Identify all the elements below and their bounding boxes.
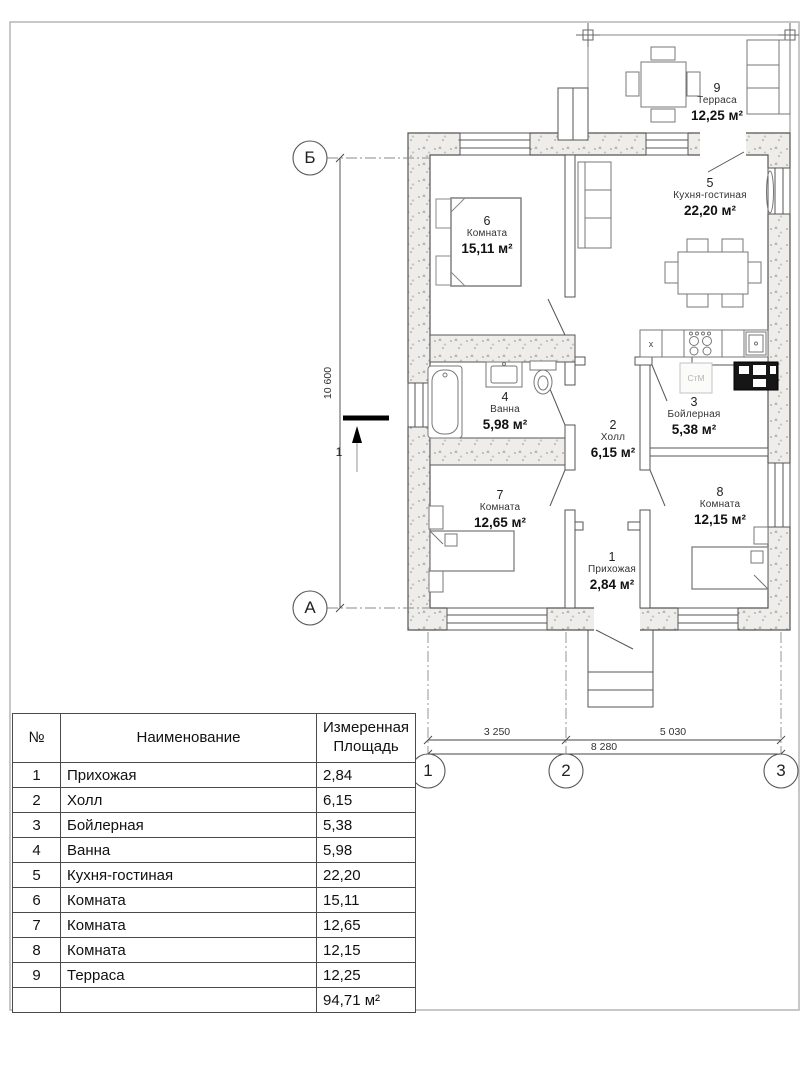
table-row: 5 Кухня-гостиная 22,20	[13, 863, 416, 888]
room-number: 1	[608, 550, 616, 564]
terrace-sofa	[747, 40, 790, 114]
axis-label-b: Б	[304, 148, 316, 167]
terrace-table-set	[626, 47, 700, 122]
washing-machine-label: СтМ	[687, 373, 705, 383]
window-room8-bottom	[678, 606, 738, 632]
axis-label-2: 2	[561, 761, 571, 780]
bath-sink	[486, 362, 522, 387]
room-area: 22,20 м²	[683, 202, 737, 218]
window-room8-right	[766, 463, 792, 527]
room-area: 12,25 м²	[690, 107, 744, 123]
room-name: Комната	[466, 228, 508, 240]
door-room8	[650, 470, 665, 506]
kitchen-sofa	[578, 162, 611, 248]
room-number: 7	[496, 488, 504, 502]
entrance-door-opening	[594, 606, 640, 632]
room-name: Комната	[699, 499, 741, 511]
room-area: 2,84 м²	[589, 576, 635, 592]
section-marker	[343, 418, 389, 472]
table-row: 3 Бойлерная 5,38	[13, 813, 416, 838]
window-room7-bottom	[447, 606, 547, 632]
boiler-unit	[734, 362, 778, 390]
bed-room8	[692, 527, 768, 589]
door-boiler	[652, 365, 667, 401]
room-area: 5,98 м²	[482, 416, 528, 432]
table-row: 4 Ванна 5,98	[13, 838, 416, 863]
section-marker-label: 1	[335, 445, 343, 459]
room-label-hallway	[588, 550, 636, 592]
chimney	[558, 88, 588, 140]
room-area: 6,15 м²	[590, 444, 636, 460]
room-label-kitchen-living	[673, 176, 747, 218]
room-name: Бойлерная	[667, 409, 721, 421]
sink-mark-label: x	[648, 339, 654, 349]
room-label-bath	[483, 390, 528, 432]
window-kitchen-right	[766, 168, 792, 214]
dim-total: 8 280	[590, 741, 618, 753]
table-row: 9 Терраса 12,25	[13, 963, 416, 988]
room-name: Кухня-гостиная	[673, 190, 747, 202]
dim-segment-1: 3 250	[483, 726, 511, 738]
room-number: 6	[483, 214, 491, 228]
room-name: Ванна	[490, 404, 520, 416]
room-number: 5	[706, 176, 714, 190]
room-area: 12,15 м²	[693, 511, 747, 527]
window-room6-top	[460, 131, 530, 157]
room-name: Терраса	[697, 95, 737, 107]
kitchen-counter	[640, 330, 768, 357]
room-number: 4	[501, 390, 509, 404]
header-name: Наименование	[61, 714, 317, 763]
dim-segment-2: 5 030	[659, 726, 687, 738]
room-label-hall	[591, 418, 636, 460]
room-label-room8	[694, 485, 746, 527]
room-number: 8	[716, 485, 724, 499]
table-total-row	[13, 988, 416, 1013]
room-number: 2	[609, 418, 617, 432]
door-room6	[548, 299, 565, 335]
axis-label-a: А	[304, 598, 316, 617]
header-area: Измеренная Площадь	[317, 714, 416, 763]
table-row: 8 Комната 12,15	[13, 938, 416, 963]
table-row: 7 Комната 12,65	[13, 913, 416, 938]
room-label-room7	[474, 488, 526, 530]
dining-table-set	[665, 239, 761, 307]
room-label-boiler	[668, 395, 721, 437]
window-kitchen-top	[646, 131, 688, 157]
table-row: 6 Комната 15,11	[13, 888, 416, 913]
room-number: 9	[713, 81, 721, 95]
entrance-porch	[588, 630, 653, 707]
total-area: 94,71 м²	[317, 988, 416, 1013]
terrace-door-opening	[700, 131, 746, 157]
table-row: 1 Прихожая 2,84	[13, 763, 416, 788]
door-bath	[550, 389, 565, 425]
axis-label-1: 1	[423, 761, 433, 780]
table-header-row	[13, 714, 416, 763]
table-row: 2 Холл 6,15	[13, 788, 416, 813]
door-room7	[550, 470, 565, 506]
room-label-room6	[461, 214, 512, 256]
dim-vertical: 10 600	[322, 366, 334, 400]
room-area-table	[12, 713, 416, 1013]
room-name: Комната	[479, 502, 521, 514]
axis-label-3: 3	[776, 761, 786, 780]
header-number: №	[13, 714, 61, 763]
room-name: Холл	[600, 432, 626, 444]
room-number: 3	[690, 395, 698, 409]
room-area: 12,65 м²	[473, 514, 527, 530]
room-name: Прихожая	[588, 564, 636, 576]
room-label-terrace	[691, 81, 743, 123]
bathtub	[428, 366, 462, 438]
room-area: 15,11 м²	[461, 240, 513, 256]
toilet	[530, 361, 556, 394]
room-area: 5,38 м²	[671, 421, 717, 437]
